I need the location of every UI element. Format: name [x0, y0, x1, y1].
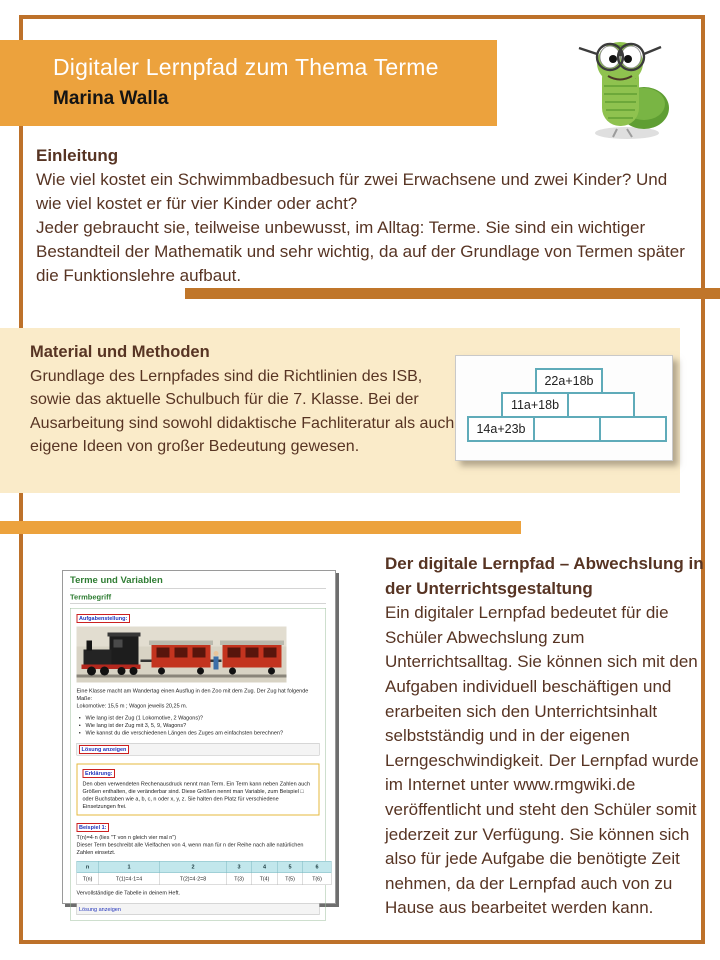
- pyramid-cell-bottom-left: 14a+23b: [467, 416, 535, 442]
- task-question-list: [78, 715, 320, 738]
- aufgabenstellung-label: Aufgabenstellung:: [77, 614, 130, 623]
- divider-bar-top: [185, 288, 720, 299]
- material-paragraph: Grundlage des Lernpfades sind die Richtlinien des ISB, sowie das aktuelle Schulbuch für die 7. Klasse. Bei der Ausarbeitung sind sowohl didaktische Fachliteratur als auch eigene Ideen von großer Bedeutung gewesen.: [30, 367, 455, 455]
- table-cell: T(5): [277, 873, 303, 885]
- divider-bar-bottom: [0, 521, 521, 534]
- train-photo: [77, 627, 320, 686]
- erklaerung-text: Den oben verwendeten Rechenausdruck nennt man Term. Ein Term kann neben Zahlen auch Größen enthalten, die veränderbar sind. Diese Größen nennt man Variable, zum Beispiel □ oder Buchstaben wie a, b, c, n oder x, y, z. Sie halten den Platz für verschiedene Einsetzungen frei.: [82, 781, 311, 810]
- wiki-section-title: Termbegriff: [70, 593, 326, 604]
- table-header-cell: 5: [277, 861, 303, 873]
- section-digitaler-lernpfad: [385, 552, 707, 921]
- task-question: • Wie lang ist der Zug (1 Lokomotive, 2 Wagons)?: [86, 715, 320, 723]
- table-cell: T(2)=4·2=8: [160, 873, 227, 885]
- table-cell: T(6): [303, 873, 332, 885]
- section-einleitung: [36, 144, 696, 288]
- table-header-row: [77, 861, 332, 873]
- material-heading: Material und Methoden: [30, 343, 210, 361]
- einleitung-heading: Einleitung: [36, 146, 119, 165]
- digital-paragraph: Ein digitaler Lernpfad bedeutet für die Schüler Abwechslung zum Unterrichtsalltag. Sie können sich mit den Aufgaben individuell beschäftigen und erarbeiten sich den Unterrichtsinhalt selbstständig und in der eigenen Lerngeschwindigkeit. Der Lernpfad wurde im Internet unter www.rmgwiki.de veröffentlicht und steht den Schüler somit jederzeit zur Verfügung. Sie können sich also für jede Aufgabe die benötigte Zeit nehmen, da der Lernpfad auch von zu Hause aus bearbeitet werden kann.: [385, 603, 699, 918]
- table-header-cell: n: [77, 861, 99, 873]
- task-intro-line-2: Lokomotive: 15,5 m ; Wagon jeweils 20,25 m.: [76, 703, 188, 709]
- table-cell: T(1)=4·1=4: [98, 873, 160, 885]
- task-intro-line-1: Eine Klasse macht am Wandertag einen Ausflug in den Zoo mit dem Zug. Der Zug hat folgende Maße:: [76, 688, 309, 702]
- loesung-anzeigen-link-2: Lösung anzeigen: [79, 906, 121, 913]
- loesung-anzeigen-bar-2: [77, 903, 320, 915]
- loesung-anzeigen-bar-1: [77, 743, 320, 756]
- table-cell: T(4): [252, 873, 278, 885]
- pyramid-cell-bottom-empty-2: [599, 416, 667, 442]
- lernpfad-screenshot: [62, 570, 336, 913]
- pyramid-cell-bottom-empty-1: [533, 416, 601, 442]
- table-header-cell: 2: [160, 861, 227, 873]
- table-cell: T(3): [226, 873, 252, 885]
- task-question: • Wie kannst du die verschiedenen Längen des Zuges am einfachsten berechnen?: [86, 730, 320, 738]
- pyramid-cell-top: 22a+18b: [535, 368, 603, 394]
- table-note: Vervollständige die Tabelle in deinem Heft.: [76, 890, 181, 896]
- table-header-cell: 3: [226, 861, 252, 873]
- task-box: [70, 608, 326, 921]
- table-row: [77, 873, 332, 885]
- section-material: [0, 328, 680, 493]
- beispiel-line-2: Dieser Term beschreibt alle Vielfachen von 4, wenn man für n der Reihe nach alle natürlichen Zahlen einsetzt.: [76, 842, 304, 856]
- table-header-cell: 4: [252, 861, 278, 873]
- einleitung-paragraph-2: Jeder gebraucht sie, teilweise unbewusst, im Alltag: Terme. Sie sind ein wichtiger Bestandteil der Mathematik und sehr wichtig, da auf der Grundlage von Termen später die Funktionslehre aufbaut.: [36, 218, 685, 285]
- term-pyramid-figure: [455, 355, 673, 461]
- task-question: • Wie lang ist der Zug mit 3, 5, 9, Wagons?: [86, 722, 320, 730]
- loesung-anzeigen-link-1: Lösung anzeigen: [79, 745, 129, 754]
- einleitung-paragraph-1: Wie viel kostet ein Schwimmbadbesuch für zwei Erwachsene und zwei Kinder? Und wie viel kostet er für vier Kinder oder acht?: [36, 170, 668, 213]
- erklaerung-box: [77, 764, 320, 816]
- header-banner: [0, 40, 497, 126]
- table-header-cell: 6: [303, 861, 332, 873]
- beispiel-label: Beispiel 1:: [77, 823, 110, 832]
- vielfache-table: [77, 861, 332, 885]
- material-text: [30, 341, 455, 459]
- wiki-page-title: Terme und Variablen: [70, 575, 326, 589]
- erklaerung-label: Erklärung:: [83, 769, 116, 778]
- author-name: Marina Walla: [53, 88, 169, 109]
- digital-heading: Der digitale Lernpfad – Abwechslung in der Unterrichtsgestaltung: [385, 554, 704, 598]
- mascot-worm-image: [565, 34, 675, 142]
- table-header-cell: 1: [98, 861, 160, 873]
- pyramid-cell-middle-empty: [567, 392, 635, 418]
- page-title: Digitaler Lernpfad zum Thema Terme: [53, 54, 439, 80]
- beispiel-line-1: T(n)=4·n (lies "T von n gleich vier mal n"): [76, 834, 177, 841]
- pyramid-cell-middle-left: 11a+18b: [501, 392, 569, 418]
- table-cell: T(n): [77, 873, 99, 885]
